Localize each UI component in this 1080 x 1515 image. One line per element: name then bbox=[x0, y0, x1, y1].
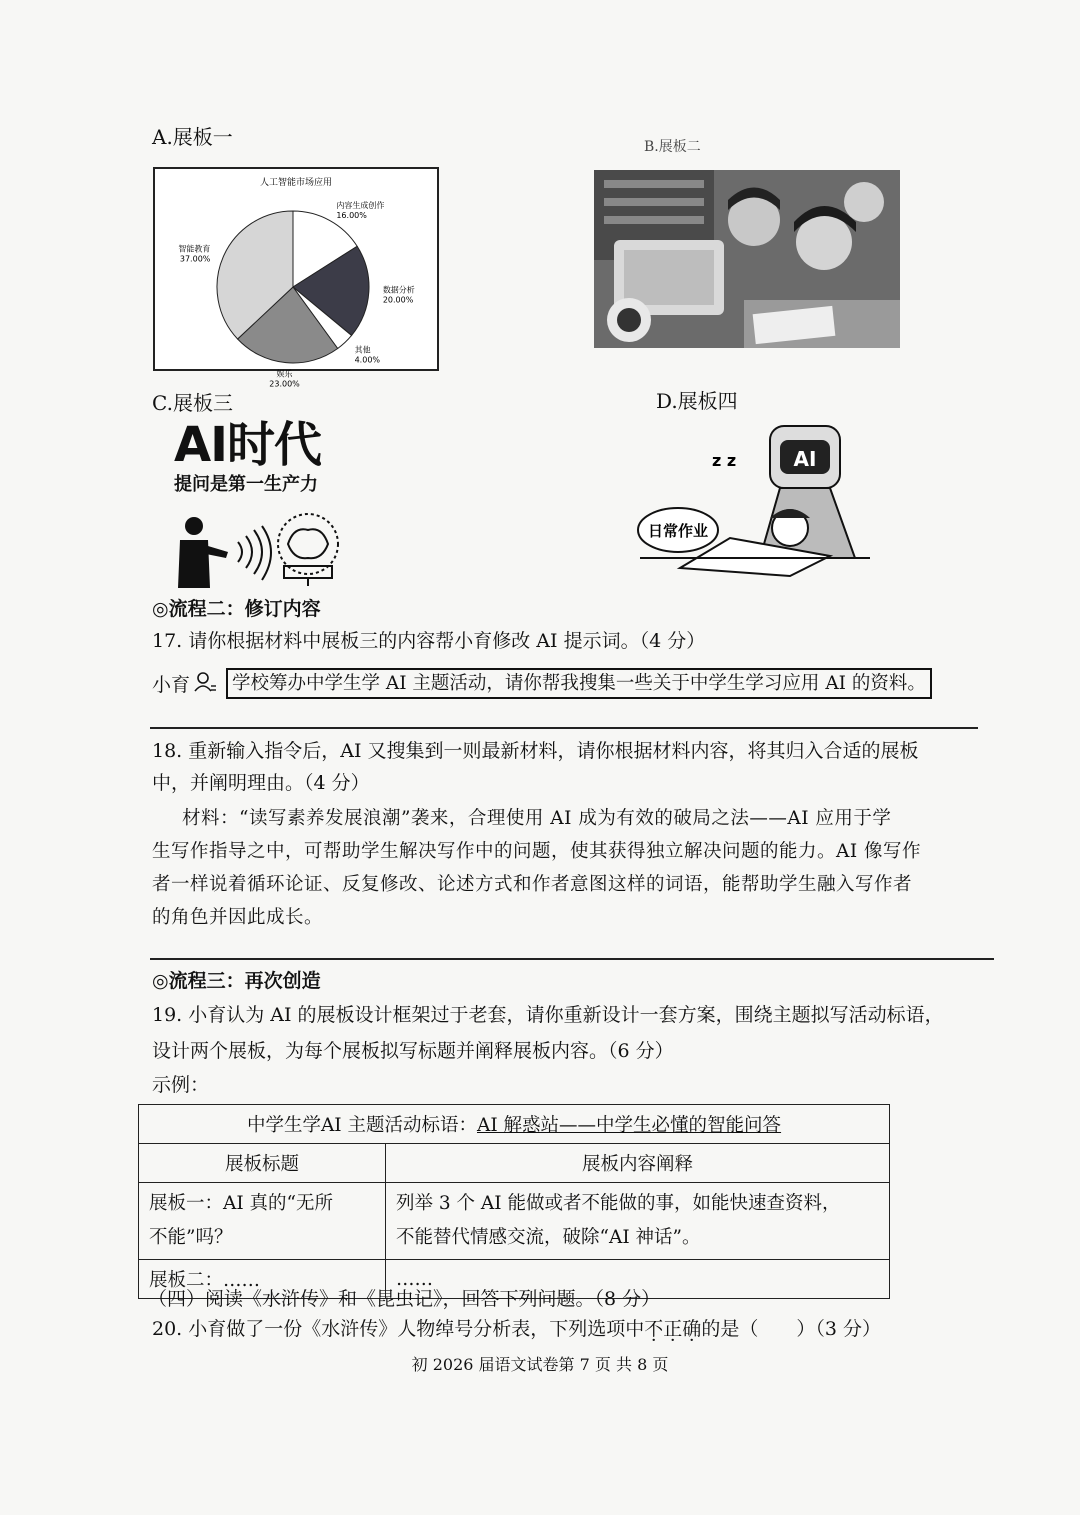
row1-content-cell bbox=[386, 1183, 890, 1260]
q18-line1: 18. 重新输入指令后，AI 又搜集到一则最新材料，请你根据材料内容，将其归入合适的展板 bbox=[152, 740, 919, 762]
classroom-photo bbox=[594, 170, 900, 348]
pie-slice-label: 娱乐 bbox=[276, 369, 293, 379]
q20-prefix: 20. 小育做了一份《水浒传》人物绰号分析表，下列选项中 bbox=[152, 1318, 645, 1340]
slogan-prefix: 中学生学AI 主题活动标语： bbox=[246, 1115, 477, 1136]
pie-chart bbox=[155, 169, 437, 389]
q17-text: 17. 请你根据材料中展板三的内容帮小育修改 AI 提示词。（4 分） bbox=[152, 630, 706, 652]
robot-homework-cartoon bbox=[620, 418, 888, 578]
row2-title-cell: 展板二：…… bbox=[139, 1260, 386, 1299]
q20-correct-2: 确 bbox=[682, 1318, 702, 1340]
example-label: 示例： bbox=[152, 1074, 210, 1096]
row1-title-line1: 展板一：AI 真的“无所 bbox=[149, 1193, 334, 1214]
speaker-head bbox=[185, 517, 203, 535]
pie-title: 人工智能市场应用 bbox=[259, 178, 333, 188]
part4-title: （四）阅读《水浒传》和《昆虫记》，回答下列问题。（8 分） bbox=[148, 1288, 661, 1310]
robot-ai-text: AI bbox=[793, 447, 817, 471]
q20-correct-1: 正 bbox=[663, 1318, 683, 1340]
pie-slice-value: 16.00% bbox=[336, 211, 367, 221]
panel-c-label: C.展板三 bbox=[152, 391, 233, 415]
slogan-cell bbox=[139, 1105, 890, 1144]
q20-not: 不 bbox=[644, 1318, 664, 1340]
panel-b-label: B.展板二 bbox=[644, 139, 701, 155]
col-header-content: 展板内容阐释 bbox=[386, 1144, 890, 1183]
row1-content-line1: 列举 3 个 AI 能做或者不能做的事，如能快速查资料， bbox=[396, 1193, 841, 1214]
q18-material-line3: 者一样说着循环论证、反复修改、论述方式和作者意图这样的词语，能帮助学生融入写作者 bbox=[152, 874, 913, 895]
pie-slice-value: 23.00% bbox=[269, 379, 300, 389]
pie-chart-frame bbox=[153, 167, 439, 389]
row1-title-line2: 不能”吗？ bbox=[149, 1227, 233, 1248]
answer-line-q18 bbox=[150, 958, 994, 960]
row2-content-cell: …… bbox=[386, 1260, 890, 1299]
speech-bubble-text: 日常作业 bbox=[647, 522, 709, 540]
speaker-brain-illustration bbox=[166, 500, 356, 592]
panel-d-label: D.展板四 bbox=[656, 389, 738, 413]
section3-title: ◎流程三：再次创造 bbox=[152, 970, 321, 992]
classroom-illustration bbox=[594, 170, 900, 348]
answer-line-q17 bbox=[150, 727, 978, 729]
slogan-text: AI 解惑站——中学生必懂的智能问答 bbox=[477, 1115, 782, 1136]
poster-subline: 提问是第一生产力 bbox=[174, 474, 318, 495]
table-slogan-row bbox=[139, 1105, 890, 1144]
q18-line2: 中，并阐明理由。（4 分） bbox=[152, 772, 370, 794]
table-row bbox=[139, 1183, 890, 1260]
q20-text bbox=[152, 1316, 881, 1342]
q19-line2: 设计两个展板，为每个展板拟写标题并阐释展板内容。（6 分） bbox=[152, 1040, 674, 1062]
example-table bbox=[138, 1104, 890, 1299]
q20-suffix: 的是（ ）（3 分） bbox=[701, 1318, 881, 1340]
poster-headline: AI时代 bbox=[174, 417, 322, 473]
pie-slice-label: 数据分析 bbox=[382, 285, 415, 295]
pie-slice-label: 其他 bbox=[354, 345, 371, 355]
row1-title-cell bbox=[139, 1183, 386, 1260]
sound-waves-icon bbox=[238, 526, 271, 580]
pie-slice-label: 内容生成创作 bbox=[336, 201, 385, 211]
table-header-row bbox=[139, 1144, 890, 1183]
col-header-title: 展板标题 bbox=[139, 1144, 386, 1183]
pie-slice-value: 20.00% bbox=[382, 295, 414, 305]
ai-prompt-box: 学校筹办中学生学 AI 主题活动，请你帮我搜集一些关于中学生学习应用 AI 的资料。 bbox=[226, 668, 932, 699]
pie-slice-label: 智能教育 bbox=[178, 244, 211, 254]
panel-a-label: A.展板一 bbox=[152, 125, 233, 149]
sleep-z-text: z z bbox=[712, 451, 737, 470]
section2-title: ◎流程二：修订内容 bbox=[152, 598, 321, 620]
q17-speaker: 小育 bbox=[152, 674, 191, 696]
user-icon bbox=[193, 671, 217, 693]
pie-slice-value: 37.00% bbox=[179, 254, 211, 264]
q18-material-line2: 生写作指导之中，可帮助学生解决写作中的问题，使其获得独立解决问题的能力。AI 像写作 bbox=[152, 841, 922, 862]
pie-slice-value: 4.00% bbox=[354, 355, 381, 365]
row1-content-line2: 不能替代情感交流，破除“AI 神话”。 bbox=[396, 1227, 701, 1248]
page-footer: 初 2026 届语文试卷第 7 页 共 8 页 bbox=[411, 1355, 669, 1374]
q18-material-line4: 的角色并因此成长。 bbox=[152, 907, 324, 928]
q19-line1: 19. 小育认为 AI 的展板设计框架过于老套，请你重新设计一套方案，围绕主题拟写活动标语， bbox=[152, 1004, 944, 1026]
q18-material-line1: 材料：“读写素养发展浪潮”袭来，合理使用 AI 成为有效的破局之法——AI 应用于学 bbox=[182, 808, 892, 829]
